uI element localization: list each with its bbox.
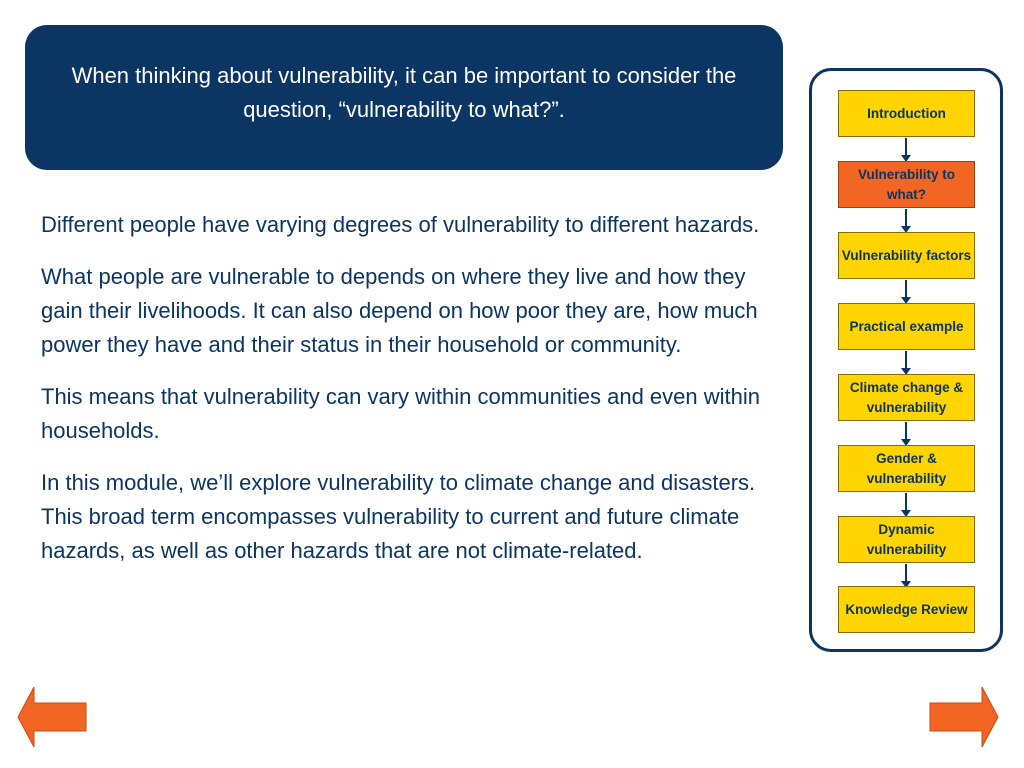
- left-arrow-icon: [17, 686, 87, 748]
- main-content: [41, 208, 781, 586]
- nav-item-knowledge-review[interactable]: [838, 586, 975, 633]
- flow-arrow: [905, 493, 907, 511]
- flow-arrow: [905, 138, 907, 156]
- paragraph-3: This means that vulnerability can vary within communities and even within households.: [41, 384, 760, 443]
- nav-item-label: Knowledge Review: [845, 601, 968, 617]
- nav-item-label: Dynamic vulnerability: [866, 521, 947, 557]
- nav-item-label: Climate change & vulnerability: [849, 379, 964, 415]
- flow-arrow: [905, 280, 907, 298]
- next-button[interactable]: [929, 686, 999, 748]
- paragraph-4: In this module, we’ll explore vulnerability to climate change and disasters. This broad term encompasses vulnerability to current and future climate hazards, as well as other hazards that are not climate-related.: [41, 470, 756, 563]
- paragraph-2: What people are vulnerable to depends on where they live and how they gain their livelihoods. It can also depend on how poor they are, how much power they have and their status in their household or community.: [41, 264, 758, 357]
- nav-item-label: Vulnerability factors: [841, 247, 972, 263]
- flow-arrow: [905, 209, 907, 227]
- flow-arrow: [905, 422, 907, 440]
- nav-item-label: Practical example: [849, 318, 964, 334]
- flow-arrow: [905, 564, 907, 582]
- previous-button[interactable]: [17, 686, 87, 748]
- nav-item-dynamic-vulnerability[interactable]: [838, 516, 975, 563]
- nav-item-practical-example[interactable]: [838, 303, 975, 350]
- paragraph-1: Different people have varying degrees of vulnerability to different hazards.: [41, 212, 760, 237]
- nav-item-climate-change-vulnerability[interactable]: [838, 374, 975, 421]
- nav-item-label: Vulnerability to what?: [857, 166, 955, 202]
- nav-item-label: Gender & vulnerability: [866, 450, 947, 486]
- nav-item-label: Introduction: [867, 105, 946, 121]
- header-banner: [25, 25, 783, 170]
- right-arrow-icon: [929, 686, 999, 748]
- banner-text: When thinking about vulnerability, it can be important to consider the question, “vulnerability to what?”.: [71, 62, 737, 122]
- nav-item-vulnerability-factors[interactable]: [838, 232, 975, 279]
- nav-item-introduction[interactable]: [838, 90, 975, 137]
- nav-item-vulnerability-to-what[interactable]: [838, 161, 975, 208]
- nav-item-gender-vulnerability[interactable]: [838, 445, 975, 492]
- flow-arrow: [905, 351, 907, 369]
